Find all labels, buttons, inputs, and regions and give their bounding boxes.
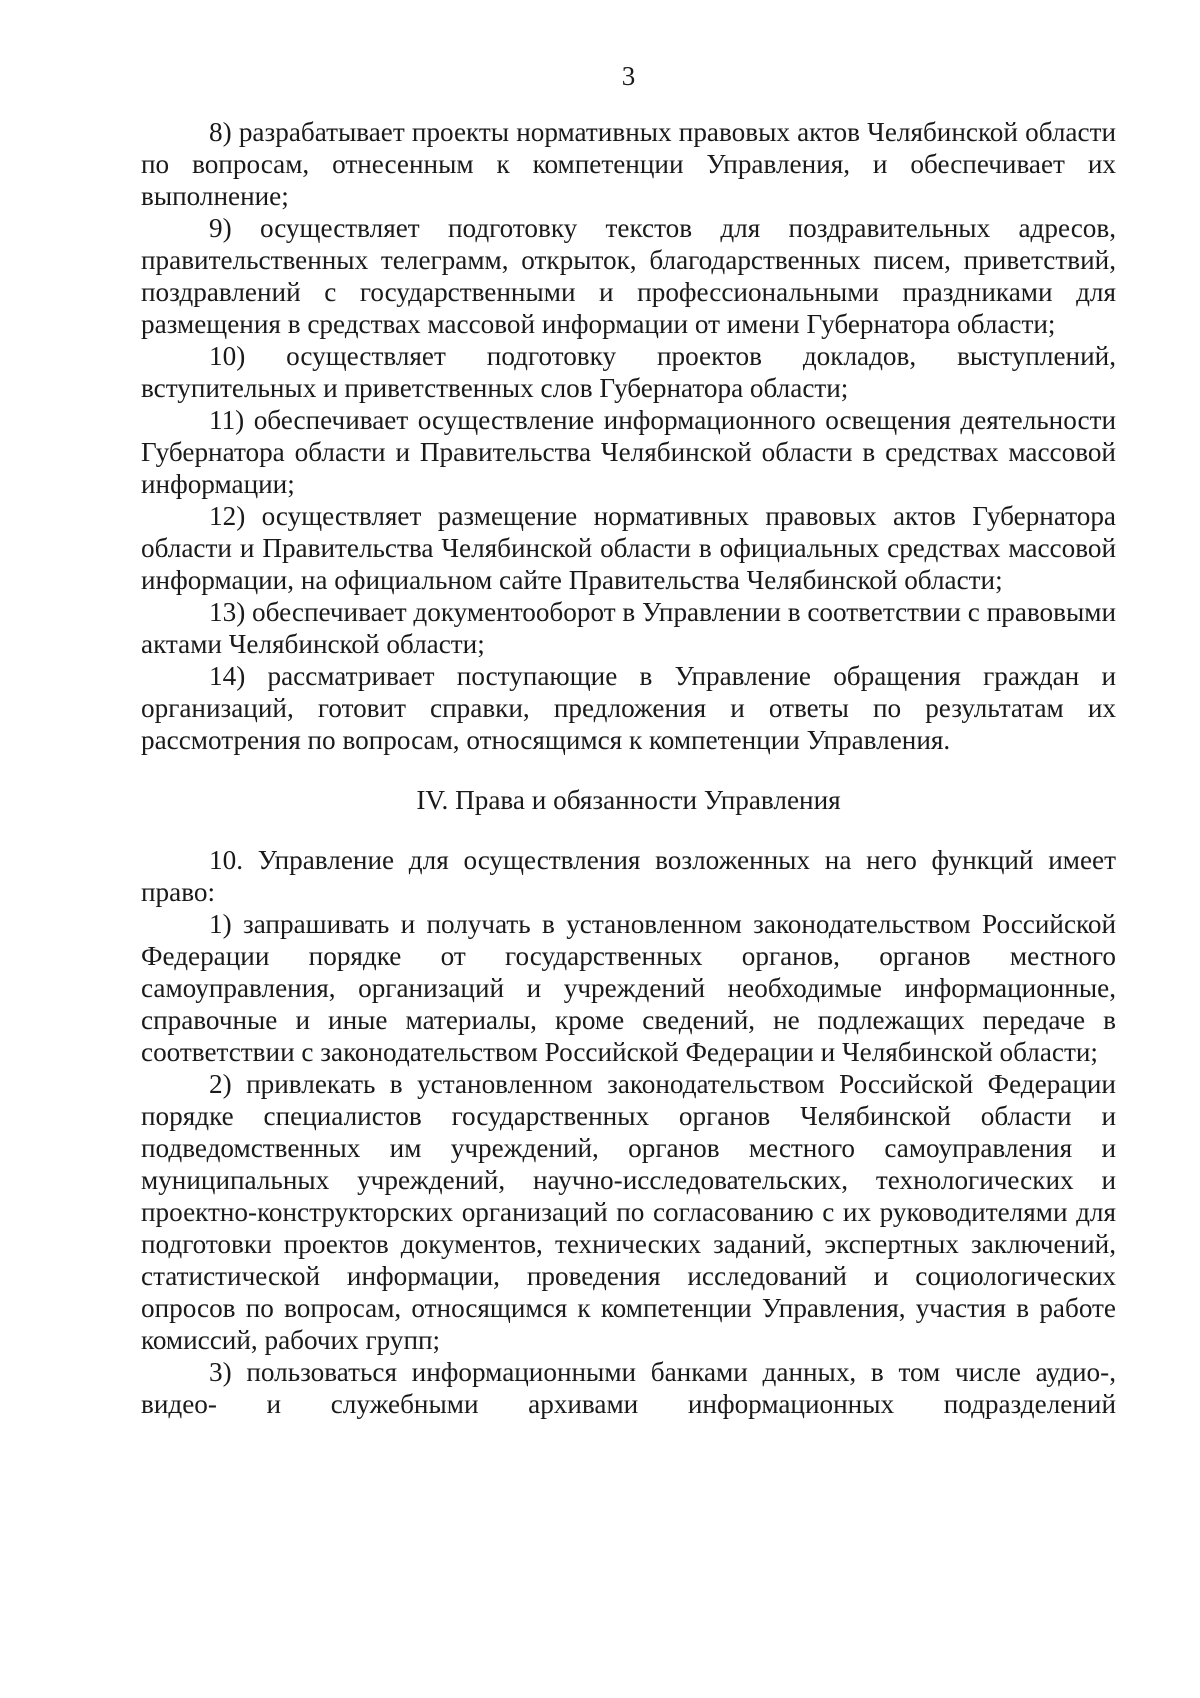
list-item-9: 9) осуществляет подготовку текстов для поздравительных адресов, правительственных телеграмм, открыток, благодарственных писем, приветствий, поздравлений с государственными и профессиональными праздниками для размещения в средствах массовой информации от имени Губернатора области; <box>141 213 1116 339</box>
list-item-13: 13) обеспечивает документооборот в Управлении в соответствии с правовыми актами Челябинской области; <box>141 597 1116 659</box>
right-item-2: 2) привлекать в установленном законодательством Российской Федерации порядке специалистов государственных органов Челябинской области и подведомственных им учреждений, органов местного самоуправления и муниципальных учреждений, научно-исследовательских, технологических и проектно-конструкторских организаций по согласованию с их руководителями для подготовки проектов документов, технических заданий, экспертных заключений, статистической информации, проведения исследований и социологических опросов по вопросам, относящимся к компетенции Управления, участия в работе комиссий, рабочих групп; <box>141 1069 1116 1355</box>
list-item-8: 8) разрабатывает проекты нормативных правовых актов Челябинской области по вопросам, отнесенным к компетенции Управления, и обеспечивает их выполнение; <box>141 117 1116 211</box>
clause-10-intro: 10. Управление для осуществления возложенных на него функций имеет право: <box>141 845 1116 907</box>
list-item-11: 11) обеспечивает осуществление информационного освещения деятельности Губернатора области и Правительства Челябинской области в средствах массовой информации; <box>141 405 1116 499</box>
list-item-10: 10) осуществляет подготовку проектов докладов, выступлений, вступительных и приветственных слов Губернатора области; <box>141 341 1116 403</box>
section-heading: IV. Права и обязанности Управления <box>416 785 841 815</box>
right-item-3: 3) пользоваться информационными банками данных, в том числе аудио-, видео- и служебными архивами информационных подразделений <box>141 1357 1116 1419</box>
right-item-1: 1) запрашивать и получать в установленном законодательством Российской Федерации порядке от государственных органов, органов местного самоуправления, организаций и учреждений необходимые информационные, справочные и иные материалы, кроме сведений, не подлежащих передаче в соответствии с законодательством Российской Федерации и Челябинской области; <box>141 909 1116 1067</box>
page-number: 3 <box>621 61 636 91</box>
list-item-12: 12) осуществляет размещение нормативных правовых актов Губернатора области и Правительства Челябинской области в официальных средствах массовой информации, на официальном сайте Правительства Челябинской области; <box>141 501 1116 595</box>
document-page <box>141 60 1116 1420</box>
list-item-14: 14) рассматривает поступающие в Управление обращения граждан и организаций, готовит справки, предложения и ответы по результатам их рассмотрения по вопросам, относящимся к компетенции Управления. <box>141 661 1116 755</box>
